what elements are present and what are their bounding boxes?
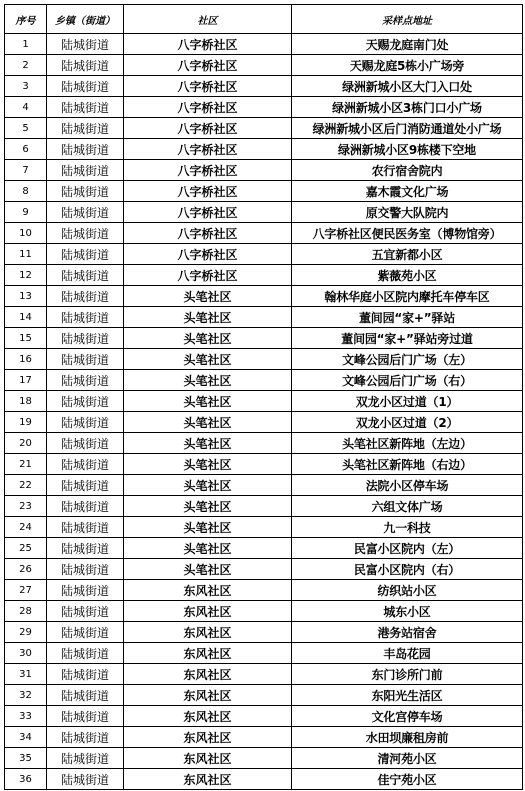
table-row [5, 160, 523, 181]
sampling-address-cell: 紫薇苑小区 [292, 265, 523, 286]
sampling-address-cell: 东阳光生活区 [292, 685, 523, 706]
sampling-address-cell: 农行宿舍院内 [292, 160, 523, 181]
sampling-address-cell: 九一科技 [292, 517, 523, 538]
town-street-cell: 陆城街道 [47, 307, 124, 328]
table-row [5, 454, 523, 475]
sampling-address-cell: 港务站宿舍 [292, 622, 523, 643]
community-cell: 头笔社区 [124, 496, 292, 517]
table-row [5, 769, 523, 790]
table-row [5, 265, 523, 286]
serial-number-cell: 23 [5, 496, 47, 517]
table-row [5, 202, 523, 223]
header-sampling-address: 采样点地址 [292, 5, 523, 34]
table-row [5, 748, 523, 769]
community-cell: 头笔社区 [124, 475, 292, 496]
sampling-address-cell: 原交警大队院内 [292, 202, 523, 223]
community-cell: 头笔社区 [124, 559, 292, 580]
table-row [5, 286, 523, 307]
sampling-address-cell: 八字桥社区便民医务室（博物馆旁） [292, 223, 523, 244]
serial-number-cell: 35 [5, 748, 47, 769]
community-cell: 东风社区 [124, 643, 292, 664]
serial-number-cell: 5 [5, 118, 47, 139]
community-cell: 头笔社区 [124, 307, 292, 328]
table-row [5, 601, 523, 622]
sampling-address-cell: 东门诊所门前 [292, 664, 523, 685]
town-street-cell: 陆城街道 [47, 181, 124, 202]
serial-number-cell: 1 [5, 34, 47, 55]
serial-number-cell: 6 [5, 139, 47, 160]
community-cell: 东风社区 [124, 706, 292, 727]
serial-number-cell: 22 [5, 475, 47, 496]
town-street-cell: 陆城街道 [47, 748, 124, 769]
town-street-cell: 陆城街道 [47, 769, 124, 790]
sampling-address-cell: 绿洲新城小区3栋门口小广场 [292, 97, 523, 118]
sampling-address-cell: 五宜新都小区 [292, 244, 523, 265]
serial-number-cell: 14 [5, 307, 47, 328]
table-row [5, 664, 523, 685]
town-street-cell: 陆城街道 [47, 706, 124, 727]
community-cell: 八字桥社区 [124, 244, 292, 265]
sampling-address-cell: 水田坝廉租房前 [292, 727, 523, 748]
table-row [5, 181, 523, 202]
sampling-address-cell: 翰林华庭小区院内摩托车停车区 [292, 286, 523, 307]
town-street-cell: 陆城街道 [47, 118, 124, 139]
community-cell: 头笔社区 [124, 538, 292, 559]
community-cell: 头笔社区 [124, 349, 292, 370]
sampling-address-cell: 头笔社区新阵地（左边） [292, 433, 523, 454]
town-street-cell: 陆城街道 [47, 496, 124, 517]
table-row [5, 370, 523, 391]
community-cell: 八字桥社区 [124, 265, 292, 286]
community-cell: 东风社区 [124, 685, 292, 706]
town-street-cell: 陆城街道 [47, 727, 124, 748]
table-row [5, 391, 523, 412]
serial-number-cell: 32 [5, 685, 47, 706]
serial-number-cell: 33 [5, 706, 47, 727]
sampling-address-cell: 文峰公园后门广场（右） [292, 370, 523, 391]
sampling-address-cell: 天赐龙庭5栋小广场旁 [292, 55, 523, 76]
sampling-address-cell: 丰岛花园 [292, 643, 523, 664]
serial-number-cell: 16 [5, 349, 47, 370]
town-street-cell: 陆城街道 [47, 265, 124, 286]
town-street-cell: 陆城街道 [47, 580, 124, 601]
town-street-cell: 陆城街道 [47, 328, 124, 349]
serial-number-cell: 29 [5, 622, 47, 643]
serial-number-cell: 26 [5, 559, 47, 580]
sampling-address-cell: 绿洲新城小区9栋楼下空地 [292, 139, 523, 160]
community-cell: 东风社区 [124, 601, 292, 622]
community-cell: 八字桥社区 [124, 34, 292, 55]
serial-number-cell: 20 [5, 433, 47, 454]
table-row [5, 559, 523, 580]
serial-number-cell: 4 [5, 97, 47, 118]
serial-number-cell: 13 [5, 286, 47, 307]
table-row [5, 349, 523, 370]
town-street-cell: 陆城街道 [47, 370, 124, 391]
town-street-cell: 陆城街道 [47, 349, 124, 370]
sampling-address-cell: 绿洲新城小区后门消防通道处小广场 [292, 118, 523, 139]
community-cell: 东风社区 [124, 664, 292, 685]
town-street-cell: 陆城街道 [47, 475, 124, 496]
community-cell: 八字桥社区 [124, 139, 292, 160]
sampling-address-cell: 民富小区院内（左） [292, 538, 523, 559]
sampling-address-cell: 头笔社区新阵地（右边） [292, 454, 523, 475]
serial-number-cell: 15 [5, 328, 47, 349]
community-cell: 头笔社区 [124, 517, 292, 538]
town-street-cell: 陆城街道 [47, 76, 124, 97]
table-row [5, 580, 523, 601]
table-row [5, 97, 523, 118]
table-row [5, 223, 523, 244]
town-street-cell: 陆城街道 [47, 286, 124, 307]
serial-number-cell: 19 [5, 412, 47, 433]
table-row [5, 517, 523, 538]
community-cell: 东风社区 [124, 748, 292, 769]
sampling-address-cell: 文峰公园后门广场（左） [292, 349, 523, 370]
sampling-address-cell: 双龙小区过道（2） [292, 412, 523, 433]
community-cell: 八字桥社区 [124, 97, 292, 118]
table-row [5, 412, 523, 433]
serial-number-cell: 27 [5, 580, 47, 601]
community-cell: 头笔社区 [124, 412, 292, 433]
table-row [5, 622, 523, 643]
header-serial-number: 序号 [5, 5, 47, 34]
serial-number-cell: 25 [5, 538, 47, 559]
serial-number-cell: 21 [5, 454, 47, 475]
serial-number-cell: 36 [5, 769, 47, 790]
table-header [5, 5, 523, 34]
sampling-address-cell: 董间园“家+”驿站旁过道 [292, 328, 523, 349]
town-street-cell: 陆城街道 [47, 55, 124, 76]
serial-number-cell: 3 [5, 76, 47, 97]
town-street-cell: 陆城街道 [47, 559, 124, 580]
community-cell: 头笔社区 [124, 286, 292, 307]
town-street-cell: 陆城街道 [47, 223, 124, 244]
serial-number-cell: 30 [5, 643, 47, 664]
table-row [5, 118, 523, 139]
sampling-address-cell: 纺织站小区 [292, 580, 523, 601]
town-street-cell: 陆城街道 [47, 685, 124, 706]
sampling-points-table [4, 4, 523, 790]
serial-number-cell: 11 [5, 244, 47, 265]
serial-number-cell: 34 [5, 727, 47, 748]
town-street-cell: 陆城街道 [47, 97, 124, 118]
community-cell: 八字桥社区 [124, 55, 292, 76]
serial-number-cell: 31 [5, 664, 47, 685]
serial-number-cell: 7 [5, 160, 47, 181]
sampling-address-cell: 城东小区 [292, 601, 523, 622]
table-row [5, 244, 523, 265]
town-street-cell: 陆城街道 [47, 538, 124, 559]
sampling-address-cell: 六组文体广场 [292, 496, 523, 517]
header-town-street: 乡镇（街道） [47, 5, 124, 34]
town-street-cell: 陆城街道 [47, 433, 124, 454]
table-row [5, 139, 523, 160]
sampling-address-cell: 民富小区院内（右） [292, 559, 523, 580]
community-cell: 八字桥社区 [124, 223, 292, 244]
sampling-address-cell: 绿洲新城小区大门入口处 [292, 76, 523, 97]
town-street-cell: 陆城街道 [47, 517, 124, 538]
sampling-address-cell: 双龙小区过道（1） [292, 391, 523, 412]
serial-number-cell: 18 [5, 391, 47, 412]
sampling-address-cell: 清河苑小区 [292, 748, 523, 769]
town-street-cell: 陆城街道 [47, 202, 124, 223]
table-row [5, 685, 523, 706]
community-cell: 东风社区 [124, 769, 292, 790]
town-street-cell: 陆城街道 [47, 622, 124, 643]
table-row [5, 76, 523, 97]
town-street-cell: 陆城街道 [47, 139, 124, 160]
community-cell: 头笔社区 [124, 328, 292, 349]
serial-number-cell: 2 [5, 55, 47, 76]
sampling-address-cell: 法院小区停车场 [292, 475, 523, 496]
header-community: 社区 [124, 5, 292, 34]
community-cell: 东风社区 [124, 580, 292, 601]
table-row [5, 475, 523, 496]
table-row [5, 328, 523, 349]
community-cell: 头笔社区 [124, 454, 292, 475]
town-street-cell: 陆城街道 [47, 601, 124, 622]
table-row [5, 55, 523, 76]
sampling-address-cell: 佳宁苑小区 [292, 769, 523, 790]
table-row [5, 307, 523, 328]
sampling-address-cell: 文化宫停车场 [292, 706, 523, 727]
serial-number-cell: 24 [5, 517, 47, 538]
community-cell: 八字桥社区 [124, 202, 292, 223]
table-row [5, 433, 523, 454]
serial-number-cell: 12 [5, 265, 47, 286]
table-row [5, 727, 523, 748]
serial-number-cell: 28 [5, 601, 47, 622]
sampling-address-cell: 嘉木霞文化广场 [292, 181, 523, 202]
community-cell: 八字桥社区 [124, 160, 292, 181]
town-street-cell: 陆城街道 [47, 244, 124, 265]
serial-number-cell: 10 [5, 223, 47, 244]
community-cell: 头笔社区 [124, 433, 292, 454]
town-street-cell: 陆城街道 [47, 412, 124, 433]
town-street-cell: 陆城街道 [47, 160, 124, 181]
table-row [5, 538, 523, 559]
community-cell: 头笔社区 [124, 391, 292, 412]
sampling-address-cell: 天赐龙庭南门处 [292, 34, 523, 55]
town-street-cell: 陆城街道 [47, 664, 124, 685]
town-street-cell: 陆城街道 [47, 643, 124, 664]
town-street-cell: 陆城街道 [47, 391, 124, 412]
table-body [5, 34, 523, 790]
serial-number-cell: 9 [5, 202, 47, 223]
sampling-address-cell: 董间园“家+”驿站 [292, 307, 523, 328]
town-street-cell: 陆城街道 [47, 454, 124, 475]
community-cell: 头笔社区 [124, 370, 292, 391]
community-cell: 东风社区 [124, 622, 292, 643]
table-row [5, 34, 523, 55]
community-cell: 八字桥社区 [124, 76, 292, 97]
table-row [5, 706, 523, 727]
table-row [5, 496, 523, 517]
serial-number-cell: 17 [5, 370, 47, 391]
header-row [5, 5, 523, 34]
community-cell: 八字桥社区 [124, 181, 292, 202]
community-cell: 东风社区 [124, 727, 292, 748]
town-street-cell: 陆城街道 [47, 34, 124, 55]
table-row [5, 643, 523, 664]
serial-number-cell: 8 [5, 181, 47, 202]
community-cell: 八字桥社区 [124, 118, 292, 139]
